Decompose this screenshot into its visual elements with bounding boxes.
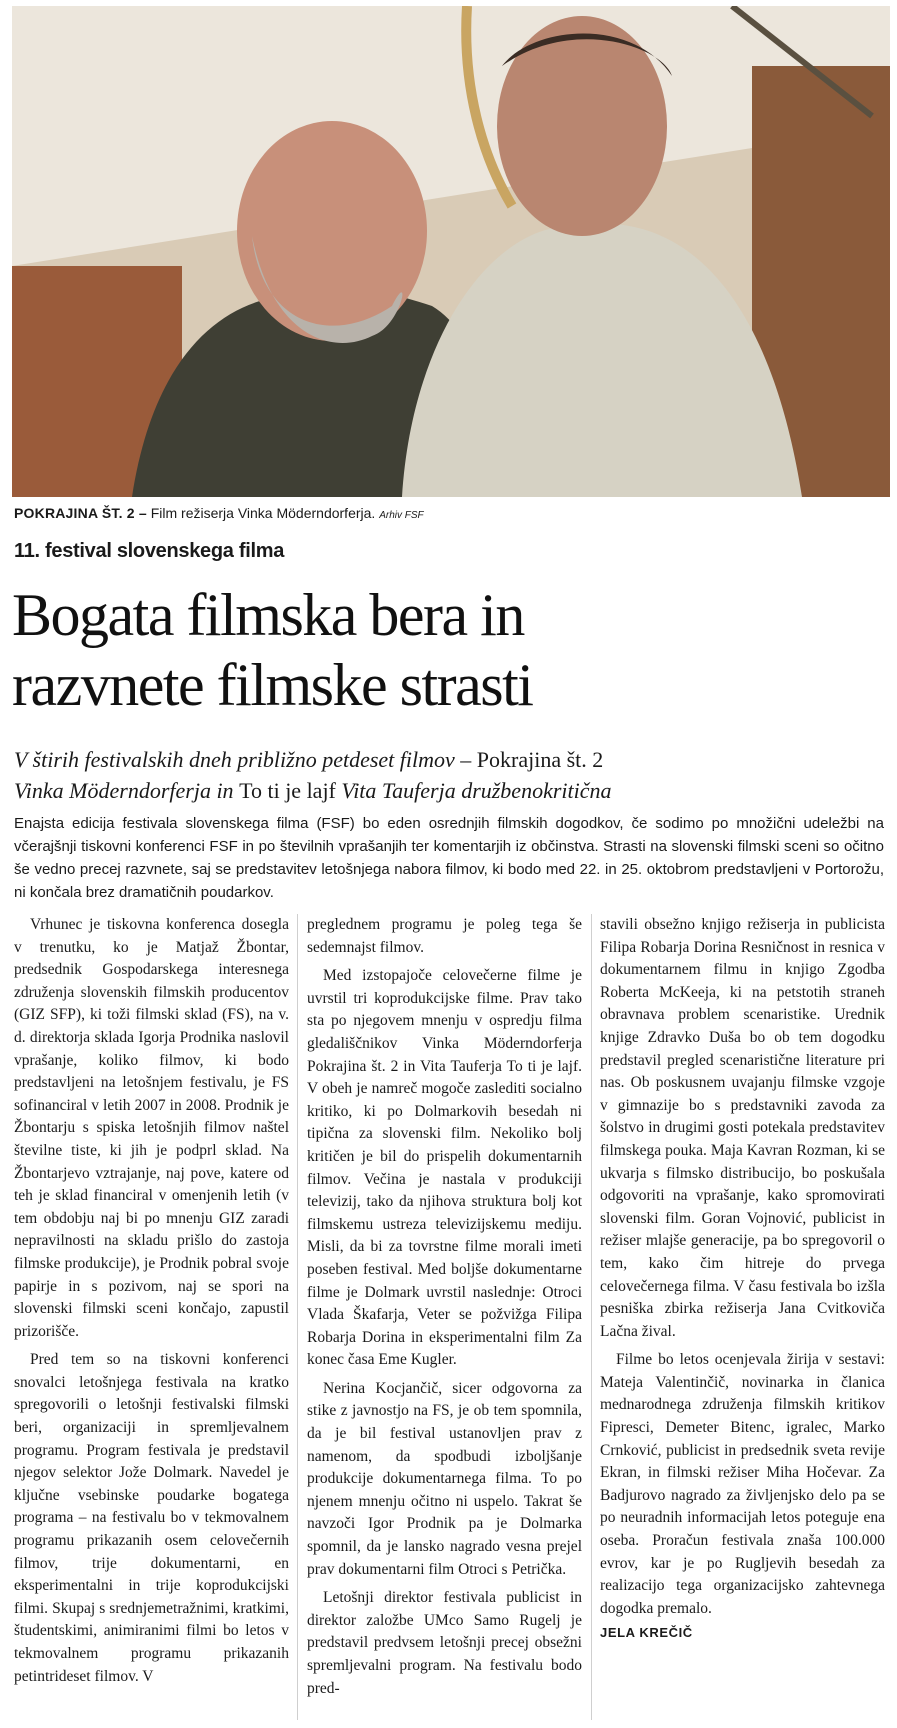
headline-line-2: razvnete filmske strasti [12, 652, 533, 718]
column-divider [591, 914, 592, 1720]
author-byline: JELA KREČIČ [600, 1625, 693, 1641]
headline-line-1: Bogata filmska bera in [12, 582, 524, 648]
kicker: 11. festival slovenskega filma [14, 540, 285, 562]
col2-paragraph-3: Nerina Kocjančič, sicer odgovorna za stike z javnostjo na FS, je ob tem spomnila, da je bil festival ustanovljen prav z namenom, da spodbudi izboljšanje produkcije dokumentarnega filma. To po njenem mnenju očitno ni uspelo. Takrat še navzoči Igor Prodnik pa je Dolmarka spomnil, da je lansko nagrado vesna prejel prav dokumentarni film Otroci s Petrička. [307, 1379, 582, 1578]
lead-part-5: Vita Tauferja družbenokritična [335, 778, 612, 803]
lead-part-1: V štirih festivalskih dneh približno petdeset filmov – [14, 747, 477, 772]
col2-paragraph-2: Med izstopajoče celovečerne filme je uvrstil tri koprodukcijske filme. Prav tako sta po njegovem mnenju v ospredju filma gledališčnikov Vinka Möderndorferja Pokrajina št. 2 in Vita Tauferja To ti je lajf. V obeh je namreč mogoče zaslediti socialno kritiko, ki po Dolmarkovih besedah ni tipična za slovenski film. Nekoliko bolj kritičen je bil do prispelih dokumentarnih filmov. Večina je nastala v produkciji televizij, tako da njihova struktura bolj kot filmskemu ustreza televizijskemu mediju. Misli, da bi za tovrstne filme morali imeti poseben festival. Med boljše dokumentarne filme je Dolmark uvrstil naslednje: Otroci Vlada Škafarja, Veter se požvižga Filipa Robarja Dorina in eksperimentalni film Za konec časa Eme Kugler. [307, 967, 582, 1369]
col2-paragraph-4: Letošnji direktor festivala publicist in direktor založbe UMco Samo Rugelj je predstavil predvsem letošnji precej obsežni spremljevalni program. Na festivalu bodo pred- [307, 1589, 582, 1697]
caption-text: Film režiserja Vinka Möderndorferja. [146, 505, 380, 521]
col3-paragraph-2: Filme bo letos ocenjevala žirija v sestavi: Mateja Valentinčič, novinarka in članica mednarodnega združenja filmskih kritikov Fipresci, Demeter Bitenc, igralec, Marko Crnković, publicist in predsednik sveta revije Ekran, in filmski režiser Miha Hočevar. Za Badjurovo nagrado za življenjsko delo pa se po neuradnih informacijah letos poteguje ena oseba. Proračun festivala znaša 100.000 evrov, kar je po Rugljevih besedah za realizacijo tega organizacijsko zahtevnega dogodka premalo. [600, 1351, 885, 1617]
column-divider [297, 914, 298, 1720]
intro-paragraph: Enajsta edicija festivala slovenskega filma (FSF) bo eden osrednjih filmskih dogodkov, če sodimo po množični udeležbi na včerajšnji tiskovni konferenci FSF in po številnih vprašanjih ter komentarjih iz občinstva. Strasti na slovenski filmski sceni so očitno še vedno precej razvnete, saj se predstavitev letošnjega nabora filmov, ki bodo med 22. in 25. oktobrom predstavljeni v Portorožu, ni končala brez dramatičnih poudarkov. [14, 815, 884, 901]
photo-caption [14, 505, 884, 521]
lead-part-3: Vinka Möderndorferja in [14, 778, 240, 803]
lead-paragraph [14, 744, 884, 806]
column-1 [14, 914, 289, 1688]
headline [12, 580, 882, 720]
col1-paragraph-1: Vrhunec je tiskovna konferenca dosegla v trenutku, ko je Matjaž Žbontar, predsednik Gospodarskega interesnega združenja slovenskih filmskih producentov (GIZ SFP), ki toži filmski sklad (FS), na v. d. direktorja sklada Igorja Prodnika naslovil vprašanje, koliko filmov, ki bodo predstavljeni na letošnjem festivalu, je FS sofinanciral v letih 2007 in 2008. Prodnik je Žbontarju s spiska letošnjih filmov naštel številne tiste, ki jih je podprl sklad. Na Žbontarjevo vztrajanje, naj pove, katere od teh je sklad financiral v omenjenih letih (v tem obdobju naj bi po mnenju GIZ zaradi nepravilnosti na skladu prišlo do zastoja filmske produkcije), je Prodnik pobral svoje papirje in s pozivom, naj se spori na slovenski filmski sceni končajo, zapustil prizorišče. [14, 916, 289, 1340]
caption-credit: Arhiv FSF [379, 510, 424, 521]
col1-paragraph-2: Pred tem so na tiskovni konferenci snovalci letošnjega festivala na kratko spregovorili o letošnji festivalski filmski beri, organizaciji in spremljevalnem programu. Program festivala je predstavil njegov selektor Jože Dolmark. Navedel je ključne vsebinske poudarke bogatega programa – na festivalu bo v tekmovalnem programu prikazanih osem celovečernih filmov, trije dokumentarni, en eksperimentalni in trije koprodukcijski filmi. Skupaj s srednjemetražnimi, kratkimi, študentskimi, animiranimi filmi bo letos v tekmovalnem programu prikazanih petintrideset filmov. V [14, 1351, 289, 1685]
lead-part-2: Pokrajina št. 2 [476, 747, 604, 772]
photo-illustration [12, 6, 890, 497]
col2-paragraph-1: preglednem programu je poleg tega še sedemnajst filmov. [307, 916, 582, 956]
article-photo [12, 6, 890, 497]
column-3 [600, 914, 885, 1645]
column-2 [307, 914, 582, 1700]
caption-label: POKRAJINA ŠT. 2 – [14, 505, 147, 521]
col3-paragraph-1: stavili obsežno knjigo režiserja in publicista Filipa Robarja Dorina Resničnost in resnica v dokumentarnem filmu in knjigo Zgodba Roberta McKeeja, ki na petstotih straneh obravnava problem scenaristike. Urednik knjige Zdravko Duša bo ob tem dogodku predstavil pregled scenaristične literature pri nas. Ob poskusnem uvajanju filmske vzgoje v gimnazije bo s predstavniki zavoda za šolstvo in drugimi gosti potekala predstavitev filmskega pouka. Maja Kavran Rozman, ki se ukvarja s filmsko distribucijo, bo poskušala odgovoriti na vprašanje, kako spromovirati slovenski film. Goran Vojnović, publicist in režiser mlajše generacije, pa bo spregovoril o tem, kako čim hitreje do prvega celovečernega filma. V času festivala bo izšla pesniška zbirka režiserja Jana Cvitkoviča Lačna žival. [600, 916, 885, 1340]
lead-part-4: To ti je lajf [239, 778, 336, 803]
